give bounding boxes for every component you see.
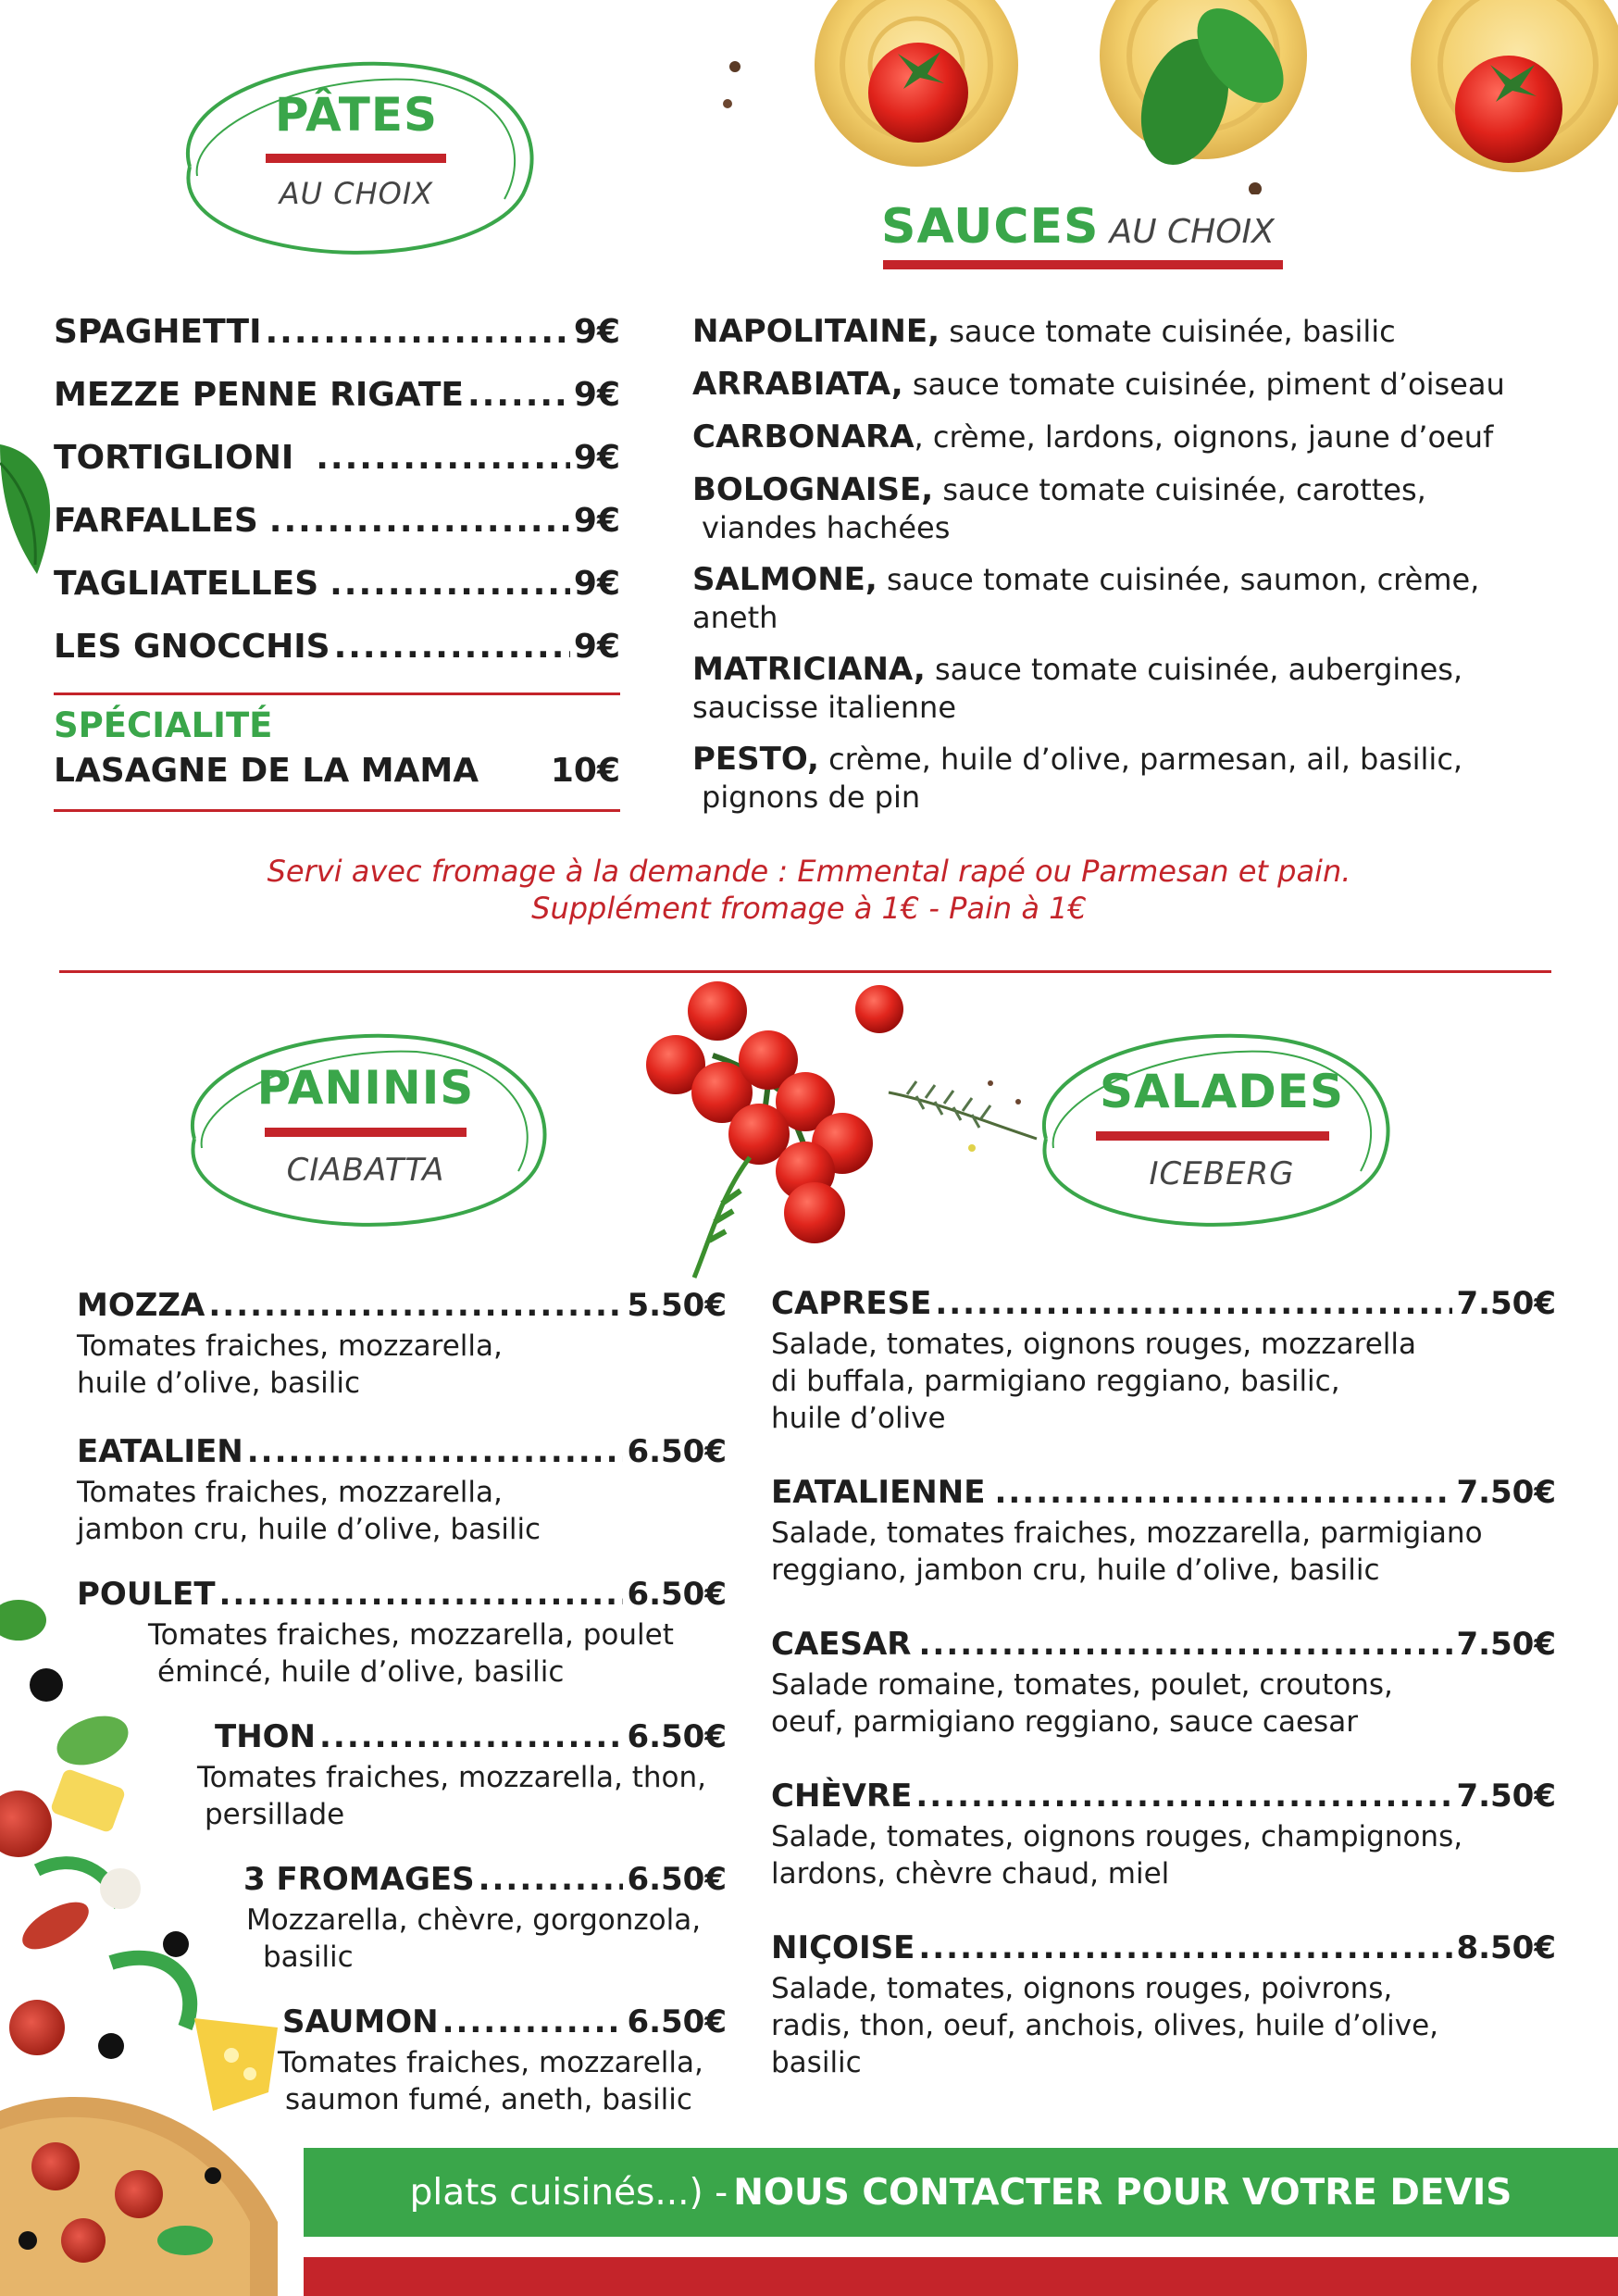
sauce-name: ARRABIATA, [692, 366, 903, 403]
panini-name: EATALIEN [77, 1433, 243, 1470]
dot-leader [918, 1929, 1452, 1966]
pates-item-name: SPAGHETTI [54, 313, 262, 351]
salade-item [771, 1929, 1556, 1966]
salade-price: 7.50€ [1456, 1626, 1556, 1663]
dot-leader [334, 628, 570, 666]
salade-desc-line: di buffala, parmigiano reggiano, basilic, [771, 1365, 1340, 1398]
pates-item-price: 9€ [573, 628, 620, 666]
dot-leader [918, 1626, 1452, 1663]
dot-leader [269, 502, 570, 540]
dot-leader [935, 1285, 1452, 1322]
paninis-title-bar [265, 1128, 467, 1137]
oval-swoosh-icon [162, 46, 551, 259]
pates-item-name: MEZZE PENNE RIGATE [54, 376, 464, 414]
paninis-title: PANINIS [256, 1061, 475, 1115]
salade-price: 7.50€ [1456, 1778, 1556, 1815]
panini-desc-line: basilic [263, 1940, 354, 1974]
sauce-name: BOLOGNAISE, [692, 471, 934, 508]
sauce-desc: aneth [692, 600, 778, 635]
sauce-item [692, 651, 1553, 727]
paninis-subtitle: CIABATTA [286, 1152, 445, 1189]
contact-banner [304, 2148, 1618, 2237]
banner-prefix: plats cuisinés...) - [409, 2171, 728, 2214]
panini-name: POULET [77, 1576, 216, 1613]
pates-item [54, 313, 620, 351]
pates-item-name: TORTIGLIONI [54, 439, 294, 477]
panini-name: MOZZA [77, 1287, 205, 1324]
panini-item [243, 1861, 727, 1898]
panini-price: 6.50€ [627, 2003, 727, 2040]
salade-desc [771, 1666, 1393, 1741]
pates-item-name: TAGLIATELLES [54, 565, 319, 603]
specialite-price: 10€ [550, 752, 620, 790]
sauce-item [692, 471, 1553, 547]
sauce-desc: sauce tomate cuisinée, piment d’oiseau [902, 367, 1505, 402]
panini-item [77, 1287, 727, 1324]
salade-desc [771, 1818, 1462, 1892]
sauce-desc: sauce tomate cuisinée, aubergines, [925, 652, 1463, 687]
sauce-item [692, 561, 1553, 637]
sauce-item [692, 418, 1553, 456]
salade-item [771, 1778, 1556, 1815]
flying-pizza-ingredients-image [0, 1592, 305, 2296]
dot-leader [247, 1433, 624, 1470]
sauce-item [692, 366, 1553, 404]
pates-item-price: 9€ [573, 439, 620, 477]
pasta-nests-image [722, 0, 1618, 194]
dot-leader [265, 313, 569, 351]
divider [54, 809, 620, 812]
sauce-item [692, 741, 1553, 817]
salade-desc [771, 1970, 1438, 2081]
panini-desc-line: huile d’olive, basilic [77, 1366, 361, 1400]
pates-item [54, 439, 620, 477]
pates-badge [162, 46, 551, 259]
salade-desc-line: lardons, chèvre chaud, miel [771, 1857, 1170, 1890]
salade-desc-line: Salade romaine, tomates, poulet, croutons, [771, 1668, 1393, 1702]
sauce-desc: saucisse italienne [692, 690, 957, 725]
panini-desc-line: Tomates fraiches, mozzarella, thon, [197, 1761, 706, 1794]
panini-desc-line: saumon fumé, aneth, basilic [285, 2083, 692, 2116]
panini-price: 6.50€ [627, 1861, 727, 1898]
panini-name: 3 FROMAGES [243, 1861, 475, 1898]
oval-swoosh-icon [1018, 1018, 1407, 1231]
salade-desc-line: huile d’olive [771, 1402, 946, 1435]
sauces-subtitle: AU CHOIX [1109, 213, 1275, 251]
pates-item [54, 502, 620, 540]
dot-leader [316, 439, 570, 477]
salade-desc-line: reggiano, jambon cru, huile d’olive, basilic [771, 1554, 1380, 1587]
banner-cta: NOUS CONTACTER POUR VOTRE DEVIS [733, 2171, 1512, 2214]
salade-price: 7.50€ [1456, 1474, 1556, 1511]
salades-title: SALADES [1100, 1065, 1344, 1118]
sauce-desc: , crème, lardons, oignons, jaune d’oeuf [914, 419, 1494, 455]
specialite-item [54, 752, 620, 790]
sauce-desc: pignons de pin [702, 780, 921, 815]
pates-item [54, 628, 620, 666]
pates-item-name: LES GNOCCHIS [54, 628, 330, 666]
panini-price: 5.50€ [627, 1287, 727, 1324]
panini-price: 6.50€ [627, 1433, 727, 1470]
salades-title-bar [1096, 1131, 1329, 1141]
sauce-name: MATRICIANA, [692, 651, 926, 688]
sauce-item [692, 313, 1553, 351]
panini-desc [77, 1328, 503, 1402]
divider [54, 693, 620, 695]
oval-swoosh-icon [167, 1018, 565, 1231]
dot-leader [467, 376, 570, 414]
salade-desc [771, 1515, 1483, 1589]
sauces-header [881, 199, 1288, 273]
specialite-name: LASAGNE DE LA MAMA [54, 752, 479, 790]
pates-title-bar [266, 154, 446, 163]
sauce-desc: sauce tomate cuisinée, carottes, [933, 472, 1426, 507]
supplement-note: Supplément fromage à 1€ - Pain à 1€ [531, 891, 1087, 926]
salade-desc-line: Salade, tomates, oignons rouges, poivrons, [771, 1972, 1393, 2005]
panini-desc-line: Tomates fraiches, mozzarella, poulet [148, 1618, 674, 1652]
salade-price: 7.50€ [1456, 1285, 1556, 1322]
salade-desc-line: Salade, tomates, oignons rouges, champignons, [771, 1820, 1463, 1853]
dot-leader [319, 1718, 623, 1755]
dot-leader [479, 1861, 624, 1898]
salade-desc [771, 1326, 1416, 1437]
pates-item-price: 9€ [573, 313, 620, 351]
salade-desc-line: Salade, tomates, oignons rouges, mozzarella [771, 1328, 1417, 1361]
salade-name: CHÈVRE [771, 1778, 913, 1815]
salade-name: CAPRESE [771, 1285, 932, 1322]
salade-item [771, 1285, 1556, 1322]
panini-desc-line: Tomates fraiches, mozzarella, [278, 2046, 703, 2079]
sauce-name: SALMONE, [692, 561, 877, 598]
salade-desc-line: radis, thon, oeuf, anchois, olives, huile d’olive, [771, 2009, 1439, 2042]
salade-name: EATALIENNE [771, 1474, 986, 1511]
pates-title: PÂTES [274, 88, 439, 142]
pates-item-name: FARFALLES [54, 502, 258, 540]
panini-desc [77, 1474, 541, 1548]
sauce-desc: crème, huile d’olive, parmesan, ail, basilic, [818, 742, 1463, 777]
panini-desc-line: persillade [205, 1798, 345, 1831]
panini-price: 6.50€ [627, 1718, 727, 1755]
panini-desc [246, 1902, 701, 1976]
sauce-name: NAPOLITAINE, [692, 313, 940, 350]
salade-price: 8.50€ [1456, 1929, 1556, 1966]
salade-item [771, 1626, 1556, 1663]
pates-subtitle: AU CHOIX [279, 176, 434, 211]
salade-name: NIÇOISE [771, 1929, 915, 1966]
panini-desc-line: Tomates fraiches, mozzarella, [77, 1329, 503, 1363]
panini-item [77, 1433, 727, 1470]
salade-desc-line: oeuf, parmigiano reggiano, sauce caesar [771, 1705, 1358, 1739]
panini-item [282, 2003, 727, 2040]
panini-name: SAUMON [282, 2003, 439, 2040]
salade-desc-line: Salade, tomates fraiches, mozzarella, parmigiano [771, 1516, 1483, 1550]
dot-leader [994, 1474, 1452, 1511]
pates-item-price: 9€ [573, 502, 620, 540]
dot-leader [330, 565, 570, 603]
specialite-label: SPÉCIALITÉ [54, 705, 273, 745]
pates-item [54, 376, 620, 414]
sauces-title-bar [883, 260, 1283, 269]
sauces-title: SAUCES [881, 199, 1100, 255]
panini-desc-line: jambon cru, huile d’olive, basilic [77, 1513, 541, 1546]
panini-name: THON [215, 1718, 317, 1755]
salades-badge [1018, 1018, 1407, 1231]
sauce-desc: sauce tomate cuisinée, saumon, crème, [877, 562, 1480, 597]
sauce-name: PESTO, [692, 741, 819, 778]
pates-item [54, 565, 620, 603]
salade-item [771, 1474, 1556, 1511]
pates-item-price: 9€ [573, 565, 620, 603]
salade-name: CAESAR [771, 1626, 912, 1663]
pates-item-price: 9€ [573, 376, 620, 414]
salade-desc-line: basilic [771, 2046, 862, 2079]
panini-desc-line: émincé, huile d’olive, basilic [157, 1655, 565, 1689]
dot-leader [442, 2003, 624, 2040]
bottom-red-band [304, 2257, 1618, 2296]
panini-desc-line: Mozzarella, chèvre, gorgonzola, [246, 1903, 702, 1937]
panini-desc-line: Tomates fraiches, mozzarella, [77, 1476, 503, 1509]
sauce-name: CARBONARA [692, 418, 915, 455]
dot-leader [208, 1287, 623, 1324]
salades-subtitle: ICEBERG [1149, 1155, 1295, 1192]
panini-price: 6.50€ [627, 1576, 727, 1613]
sauce-desc: viandes hachées [702, 510, 951, 545]
cheese-note: Servi avec fromage à la demande : Emmental rapé ou Parmesan et pain. [267, 854, 1351, 889]
panini-desc [278, 2044, 703, 2118]
dot-leader [915, 1778, 1452, 1815]
sauce-desc: sauce tomate cuisinée, basilic [940, 314, 1396, 349]
paninis-badge [167, 1018, 565, 1231]
